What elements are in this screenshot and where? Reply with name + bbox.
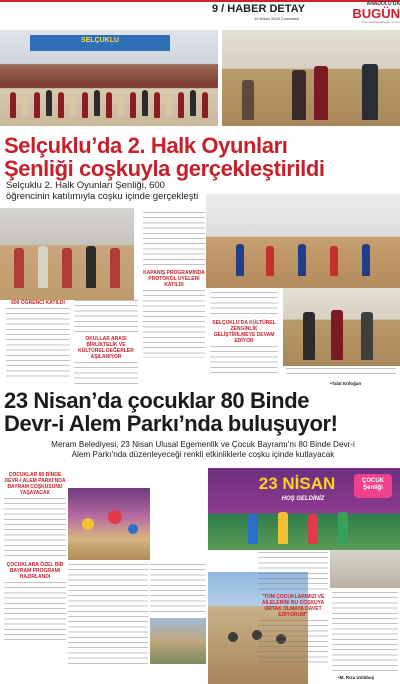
- issue-date: 19 Nisan 2026 Cumartesi: [254, 16, 300, 21]
- story1-subhead-1: 600 ÖĞRENCİ KATILDI: [11, 300, 65, 306]
- logo-sub: www.anadoludabugun.com.tr: [361, 20, 400, 24]
- story1-col3: [143, 212, 205, 358]
- students-photo: [0, 208, 134, 300]
- event-banner-text: SELÇUKLU: [80, 37, 120, 44]
- story1-subhead-4: OKULLAR ARASI BİRLİKTELİK VE KÜLTÜREL DEĞERLER AŞILANIYOR: [78, 336, 134, 360]
- story1-col4: [210, 292, 278, 376]
- story2-col4: [258, 552, 328, 666]
- parade-photo: [68, 488, 150, 560]
- story1-headline-line1: Selçuklu’da 2. Halk Oyunları: [4, 133, 288, 158]
- story1-author: •Talat Erdoğan: [330, 381, 362, 386]
- story2-headline-line1: 23 Nisan’da çocuklar 80 Binde: [4, 388, 310, 413]
- story2-headline-line2: Devr-i Alem Parkı’nda buluşuyor!: [4, 411, 338, 436]
- folk-dance-photo: [0, 30, 218, 126]
- page-label: 9 / HABER DETAY: [212, 3, 305, 15]
- newspaper-logo[interactable]: [344, 1, 400, 27]
- story2-subhead-1: ÇOCUKLAR 80 BİNDE DEVR-İ ALEM PARKI'NDA BAYRAM COŞKUSUNU YAŞAYACAK: [4, 472, 66, 496]
- children-festival-photo: [208, 468, 400, 550]
- story1-subhead-3: SELÇUKLU'DA KÜLTÜREL ZENGİNLİK GELİŞTİRİLMEYE DEVAM EDİYOR: [212, 320, 276, 344]
- protocol-photo: [283, 288, 400, 366]
- story2-subhead-3: "TÜM ÇOCUKLARIMIZI VE AİLELERİNİ BU COŞKUYA ORTAK OLMAYA DAVET EDİYORUM": [261, 594, 325, 618]
- logo-top: ANADOLU'DA: [366, 1, 400, 7]
- story2-subhead-2: ÇOCUKLARA ÖZEL BİR BAYRAM PROGRAMI HAZIRLANDI: [6, 562, 64, 580]
- story1-tail-text: [286, 368, 396, 378]
- story2-col1: [4, 472, 66, 642]
- story1-col2: [74, 300, 138, 384]
- story1-lead: Selçuklu 2. Halk Oyunları Şenliği, 600 öğrencinin katılımıyla coşku içinde gerçekleşti: [6, 180, 199, 202]
- gym-performance-photo: [206, 194, 400, 288]
- header-rule: [0, 0, 400, 2]
- story1-subhead-2: KAPANIŞ PROGRAMINDA PROTOKOL UYELERİ KATILDI: [143, 270, 205, 288]
- story2-col3: [150, 564, 206, 616]
- event-banner: [30, 35, 170, 51]
- ceremony-photo: [222, 30, 400, 126]
- festival-banner-badge: ÇOCUK Şenliği: [354, 474, 392, 498]
- park-photo: [330, 550, 400, 588]
- logo-main: BUGÜN: [352, 6, 400, 21]
- festival-banner-welcome: HOŞ GELDİNİZ: [281, 496, 325, 502]
- story2-col5: [332, 592, 398, 672]
- event-crowd-photo: [150, 618, 206, 664]
- story1-headline-line2: Şenliği coşkuyla gerçekleştirildi: [4, 156, 325, 181]
- story2-lead: Meram Belediyesi, 23 Nisan Ulusal Egemenlik ve Çocuk Bayramı'nı 80 Binde Devr-i Alem Parkı'nda düzenleyeceği renkli etkinliklerle coşku içinde kutlayacak: [51, 440, 355, 459]
- story2-col2: [68, 564, 148, 668]
- festival-banner-main: 23 NİSAN: [258, 474, 336, 493]
- story1-col1: [6, 300, 70, 378]
- story2-author: •M. Rıza Ünlübaş: [338, 675, 375, 680]
